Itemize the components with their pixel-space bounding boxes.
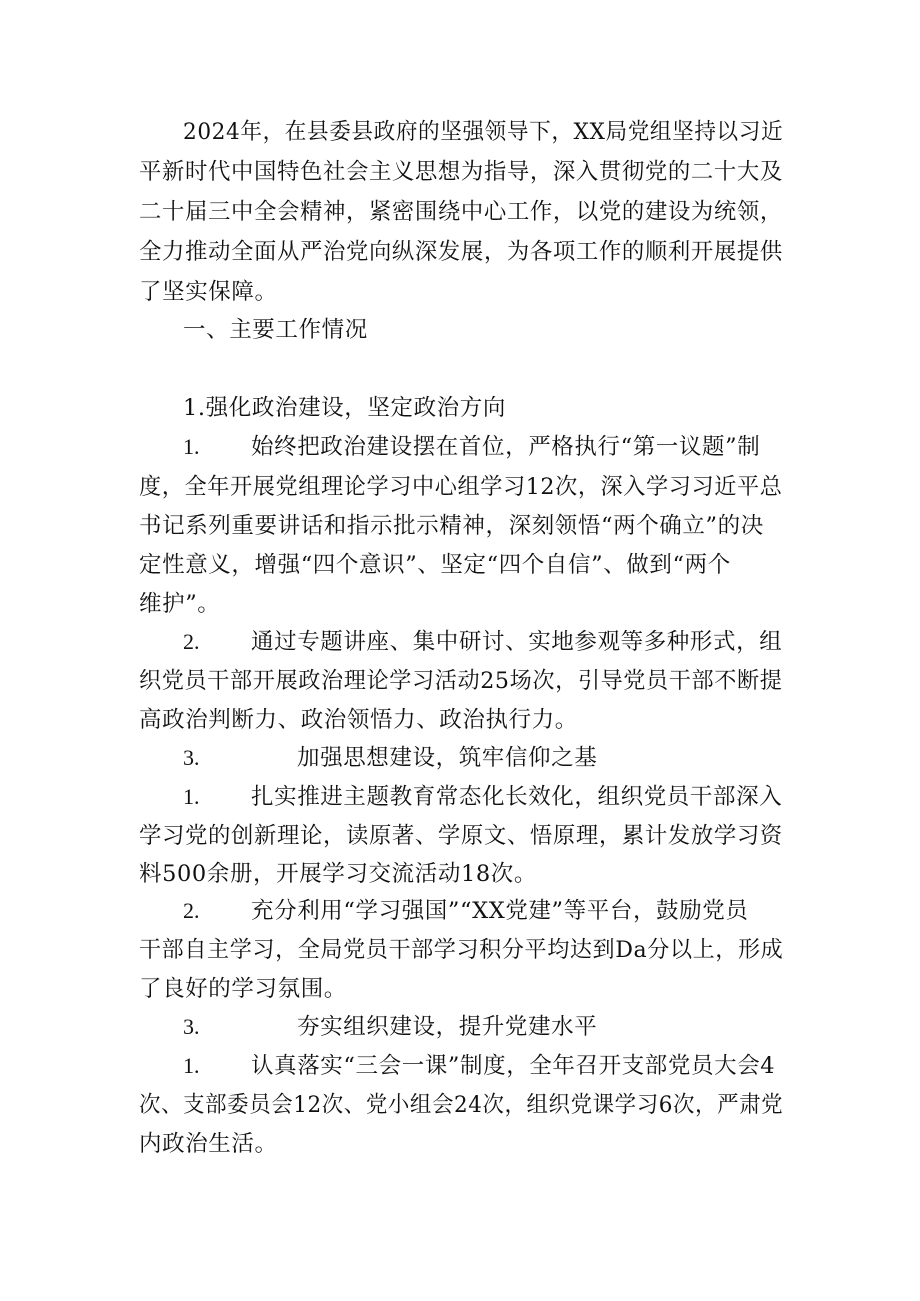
item-line: 了良好的学习氛围。: [139, 976, 347, 1002]
item-number: 1.: [183, 1053, 200, 1078]
item-line: 高政治判断力、政治领悟力、政治执行力。: [139, 707, 578, 733]
item-number: 1.: [183, 784, 200, 809]
item-number: 2.: [183, 629, 200, 654]
subsection-title: 1.强化政治建设，坚定政治方向: [183, 395, 506, 421]
subsection-title: 夯实组织建设，提升党建水平: [297, 1014, 598, 1040]
item-line: 干部自主学习，全局党员干部学习积分平均达到Da分以上，形成: [139, 937, 784, 963]
subsection-number: 3.: [183, 745, 200, 770]
intro-line: 了坚实保障。: [139, 279, 278, 305]
item-line: 书记系列重要讲话和指示批示精神，深刻领悟“两个确立”的决: [139, 513, 764, 539]
intro-line: 全力推动全面从严治党向纵深发展，为各项工作的顺利开展提供: [139, 239, 783, 265]
section-title: 一、主要工作情况: [183, 317, 368, 343]
item-line: 次、支部委员会12次、党小组会24次，组织党课学习6次，严肃党: [139, 1092, 784, 1118]
item-line: 学习党的创新理论，读原著、学原文、悟原理，累计发放学习资: [139, 823, 783, 849]
item-line: 料500余册，开展学习交流活动18次。: [139, 861, 537, 887]
item-line: 维护”。: [139, 591, 221, 617]
item-line: 度，全年开展党组理论学习中心组学习12次，深入学习习近平总: [139, 474, 783, 500]
item-line: 充分利用“学习强国”“XX党建”等平台，鼓励党员: [251, 898, 749, 924]
item-line: 认真落实“三会一课”制度，全年召开支部党员大会4: [251, 1053, 776, 1079]
item-number: 1.: [183, 434, 200, 459]
intro-line: 平新时代中国特色社会主义思想为指导，深入贯彻党的二十大及: [139, 159, 783, 185]
item-line: 内政治生活。: [139, 1131, 278, 1157]
item-line: 织党员干部开展政治理论学习活动25场次，引导党员干部不断提: [139, 668, 783, 694]
item-line: 定性意义，增强“四个意识”、坚定“四个自信”、做到“两个: [139, 552, 731, 578]
item-line: 扎实推进主题教育常态化长效化，组织党员干部深入: [251, 784, 783, 810]
intro-line: 二十届三中全会精神，紧密围绕中心工作，以党的建设为统领，: [139, 199, 783, 225]
subsection-number: 3.: [183, 1014, 200, 1039]
intro-line: 2024年，在县委县政府的坚强领导下，XX局党组坚持以习近: [183, 119, 784, 145]
item-number: 2.: [183, 898, 200, 923]
subsection-title: 加强思想建设，筑牢信仰之基: [297, 745, 598, 771]
item-line: 始终把政治建设摆在首位，严格执行“第一议题”制: [251, 434, 761, 460]
item-line: 通过专题讲座、集中研讨、实地参观等多种形式，组: [251, 629, 783, 655]
